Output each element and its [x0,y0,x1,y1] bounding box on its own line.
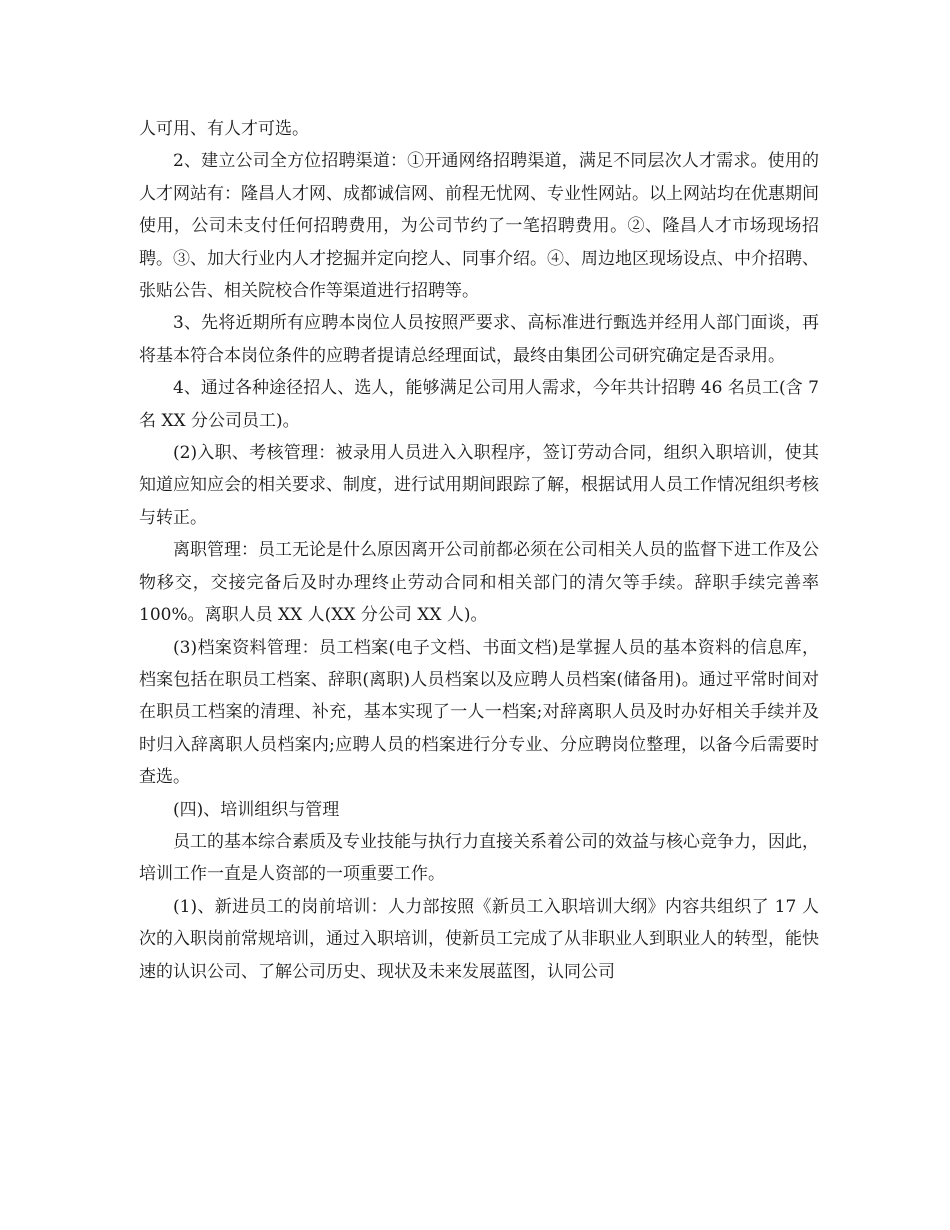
document-body [139,113,819,988]
paragraph-3: 3、先将近期所有应聘本岗位人员按照严要求、高标准进行甄选并经用人部门面谈，再将基本符合本岗位条件的应聘者提请总经理面试，最终由集团公司研究确定是否录用。 [139,313,819,366]
paragraph-4: 4、通过各种途径招人、选人，能够满足公司用人需求，今年共计招聘 46 名员工(含 7 名 XX 分公司员工)。 [139,378,819,431]
paragraph-1: 人可用、有人才可选。 [139,119,309,139]
section-heading-training: (四)、培训组织与管理 [173,799,340,820]
paragraph-2: 2、建立公司全方位招聘渠道：①开通网络招聘渠道，满足不同层次人才需求。使用的人才网站有：隆昌人才网、成都诚信网、前程无忧网、专业性网站。以上网站均在优惠期间使用，公司未支付任何招聘费用，为公司节约了一笔招聘费用。②、隆昌人才市场现场招聘。③、加大行业内人才挖掘并定向挖人、同事介绍。④、周边地区现场设点、中介招聘、张贴公告、相关院校合作等渠道进行招聘等。 [139,151,819,302]
paragraph-6: 离职管理：员工无论是什么原因离开公司前都必须在公司相关人员的监督下进工作及公物移交，交接完备后及时办理终止劳动合同和相关部门的清欠等手续。辞职手续完善率 100%。离职人员 XX 人(XX 分公司 XX 人)。 [139,540,819,626]
paragraph-7: (3)档案资料管理：员工档案(电子文档、书面文档)是掌握人员的基本资料的信息库，档案包括在职员工档案、辞职(离职)人员档案以及应聘人员档案(储备用)。通过平常时间对在职员工档案的清理、补充，基本实现了一人一档案;对辞离职人员及时办好相关手续并及时归入辞离职人员档案内;应聘人员的档案进行分专业、分应聘岗位整理，以备今后需要时查选。 [139,637,819,788]
paragraph-9: 员工的基本综合素质及专业技能与执行力直接关系着公司的效益与核心竞争力，因此，培训工作一直是人资部的一项重要工作。 [139,831,819,885]
paragraph-10: (1)、新进员工的岗前培训：人力部按照《新员工入职培训大纲》内容共组织了 17 人次的入职岗前常规培训，通过入职培训，使新员工完成了从非职业人到职业人的转型，能快速的认识公司、了解公司历史、现状及未来发展蓝图，认同公司 [139,896,819,982]
paragraph-5: (2)入职、考核管理：被录用人员进入入职程序，签订劳动合同，组织入职培训，使其知道应知应会的相关要求、制度，进行试用期间跟踪了解，根据试用人员工作情况组织考核与转正。 [139,443,819,528]
